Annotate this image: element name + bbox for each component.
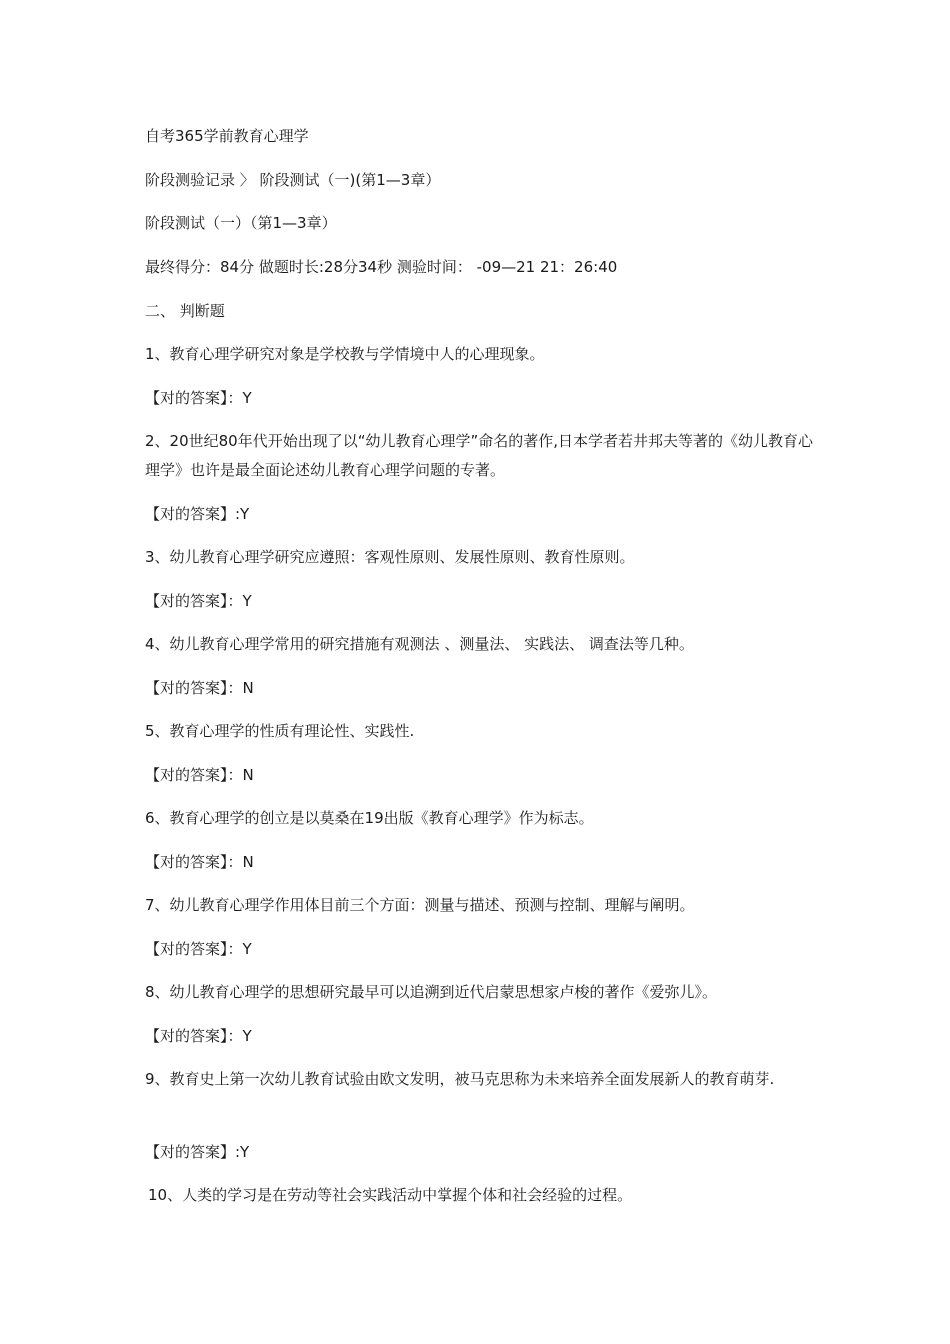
answer-3: 【对的答案】：Y [145,592,252,610]
answer-5: 【对的答案】：N [145,766,254,784]
question-8: 8、幼儿教育心理学的思想研究最早可以追溯到近代启蒙思想家卢梭的著作《爱弥儿》。 [145,983,718,1001]
question-6: 6、教育心理学的创立是以莫桑在19出版《教育心理学》作为标志。 [145,809,594,827]
answer-9: 【对的答案】:Y [145,1143,250,1161]
answer-4: 【对的答案】：N [145,679,254,697]
question-10: 10、人类的学习是在劳动等社会实践活动中掌握个体和社会经验的过程。 [148,1186,633,1204]
section-heading: 二、 判断题 [145,302,225,320]
question-4: 4、幼儿教育心理学常用的研究措施有观测法 、测量法、 实践法、 调查法等几种。 [145,635,694,653]
answer-8: 【对的答案】：Y [145,1027,252,1045]
breadcrumb: 阶段测验记录 〉 阶段测试（一)(第1—3章） [145,171,441,189]
test-subtitle: 阶段测试（一）（第1—3章） [145,214,337,232]
answer-6: 【对的答案】：N [145,853,254,871]
question-5: 5、教育心理学的性质有理论性、实践性. [145,722,415,740]
question-7: 7、幼儿教育心理学作用体目前三个方面：测量与描述、预测与控制、理解与阐明。 [145,896,695,914]
score-line: 最终得分：84分 做题时长:28分34秒 测验时间： -09—21 21：26:40 [145,258,618,276]
question-9: 9、教育史上第一次幼儿教育试验由欧文发明，被马克思称为未来培养全面发展新人的教育萌芽. [145,1070,775,1088]
answer-1: 【对的答案】：Y [145,389,252,407]
question-2: 2、20世纪80年代开始出现了以“幼儿教育心理学”命名的著作,日本学者若井邦夫等著的《幼儿教育心理学》也许是最全面论述幼儿教育心理学问题的专著。 [145,432,814,479]
answer-2: 【对的答案】:Y [145,505,250,523]
answer-7: 【对的答案】：Y [145,940,252,958]
question-1: 1、教育心理学研究对象是学校教与学情境中人的心理现象。 [145,345,545,363]
question-3: 3、幼儿教育心理学研究应遵照：客观性原则、发展性原则、教育性原则。 [145,548,635,566]
document-title: 自考365学前教育心理学 [145,127,309,145]
